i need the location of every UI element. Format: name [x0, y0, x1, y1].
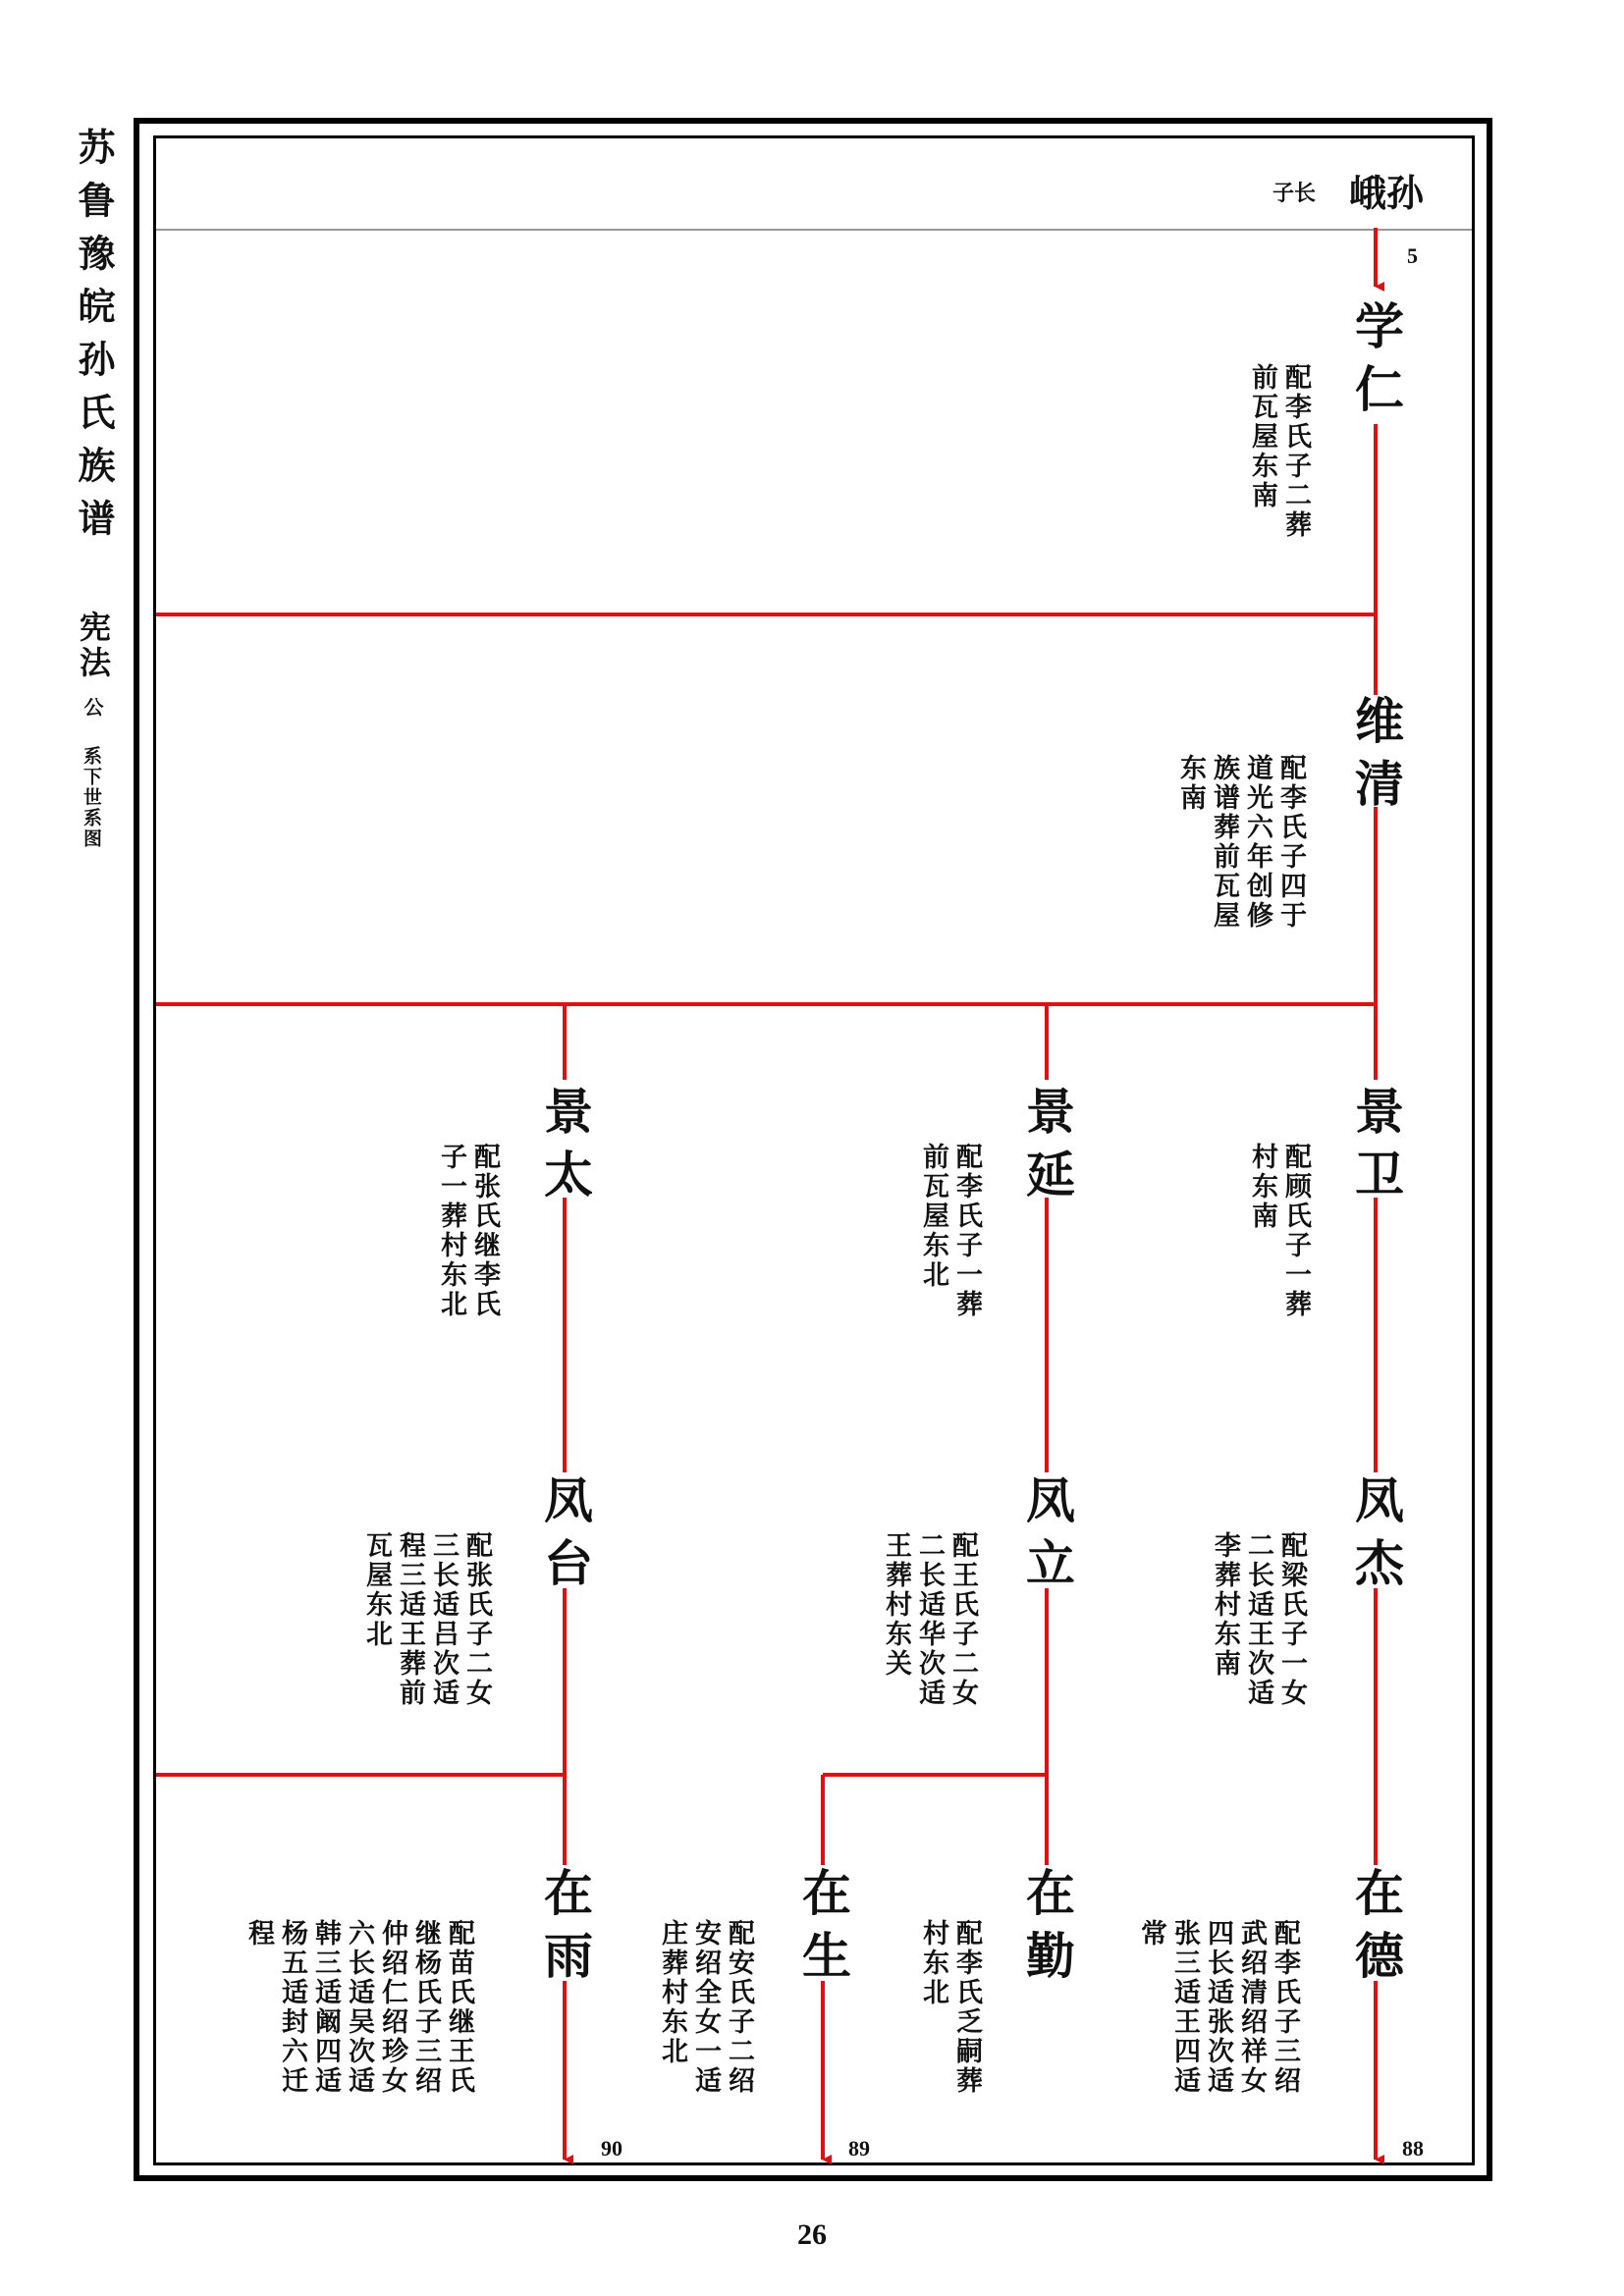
person-name-jingwei: 景卫 [1347, 1086, 1405, 1211]
page-number: 26 [797, 2218, 827, 2251]
person-note-zaiyu: 配苗氏继王氏 继杨氏子三绍 仲绍仁绍珍女 六长适吴次适 韩三适阚四适 杨五适封六迁 程 [244, 1919, 474, 2096]
person-note-fengjie: 配梁氏子一女 二长适王次适 李葬村东南 [1210, 1531, 1307, 1708]
person-name-fengli: 凤立 [1018, 1474, 1076, 1600]
person-note-fengtai: 配张氏子二女 三长适吕次适 程三适王葬前 瓦屋东北 [361, 1531, 492, 1708]
person-name-jingyan: 景延 [1018, 1086, 1076, 1211]
ref-zaisheng: 89 [848, 2136, 870, 2161]
person-name-weiqing: 维清 [1347, 695, 1405, 821]
person-note-jingwei: 配顾氏子一葬 村东南 [1247, 1143, 1311, 1319]
person-name-fengjie: 凤杰 [1347, 1474, 1405, 1600]
person-name-zaisheng: 在生 [794, 1867, 852, 1993]
ref-zaiyu: 90 [601, 2136, 623, 2161]
person-name-zaiyu: 在雨 [536, 1867, 594, 1993]
header-name: 峨孙 [1349, 171, 1425, 215]
ref-top: 5 [1407, 243, 1418, 268]
person-note-zaide: 配李氏子三绍 武绍清绍祥女 四长适张次适 张三适王四适 常 [1136, 1919, 1300, 2096]
person-note-zaisheng: 配安氏子二绍 安绍全女一适 庄葬村东北 [657, 1919, 754, 2096]
ancestor-honorific: 公 [81, 697, 104, 717]
chart-subtitle: 系下世系图 [81, 746, 102, 849]
ancestor-name: 宪法 [75, 611, 112, 681]
person-name-zaiqin: 在勤 [1018, 1867, 1076, 1993]
header-prefix: 子长 [1272, 181, 1317, 206]
person-note-jingyan: 配李氏子一葬 前瓦屋东北 [918, 1143, 982, 1319]
person-name-jingtai: 景太 [536, 1086, 594, 1211]
person-note-weiqing: 配李氏子四于 道光六年创修 族谱葬前瓦屋 东南 [1175, 754, 1306, 931]
person-name-zaide: 在德 [1347, 1867, 1405, 1993]
person-note-fengli: 配王氏子二女 二长适华次适 王葬村东关 [881, 1531, 978, 1708]
ref-zaide: 88 [1402, 2136, 1424, 2161]
person-name-fengtai: 凤台 [536, 1474, 594, 1600]
genealogy-title: 苏鲁豫皖孙氏族谱 [72, 128, 116, 552]
person-name-xueren: 学仁 [1347, 300, 1405, 426]
person-note-zaiqin: 配李氏乏嗣葬 村东北 [918, 1919, 982, 2096]
person-note-xueren: 配李氏子二葬 前瓦屋东南 [1247, 363, 1311, 540]
person-note-jingtai: 配张氏继李氏 子一葬村东北 [436, 1143, 500, 1319]
